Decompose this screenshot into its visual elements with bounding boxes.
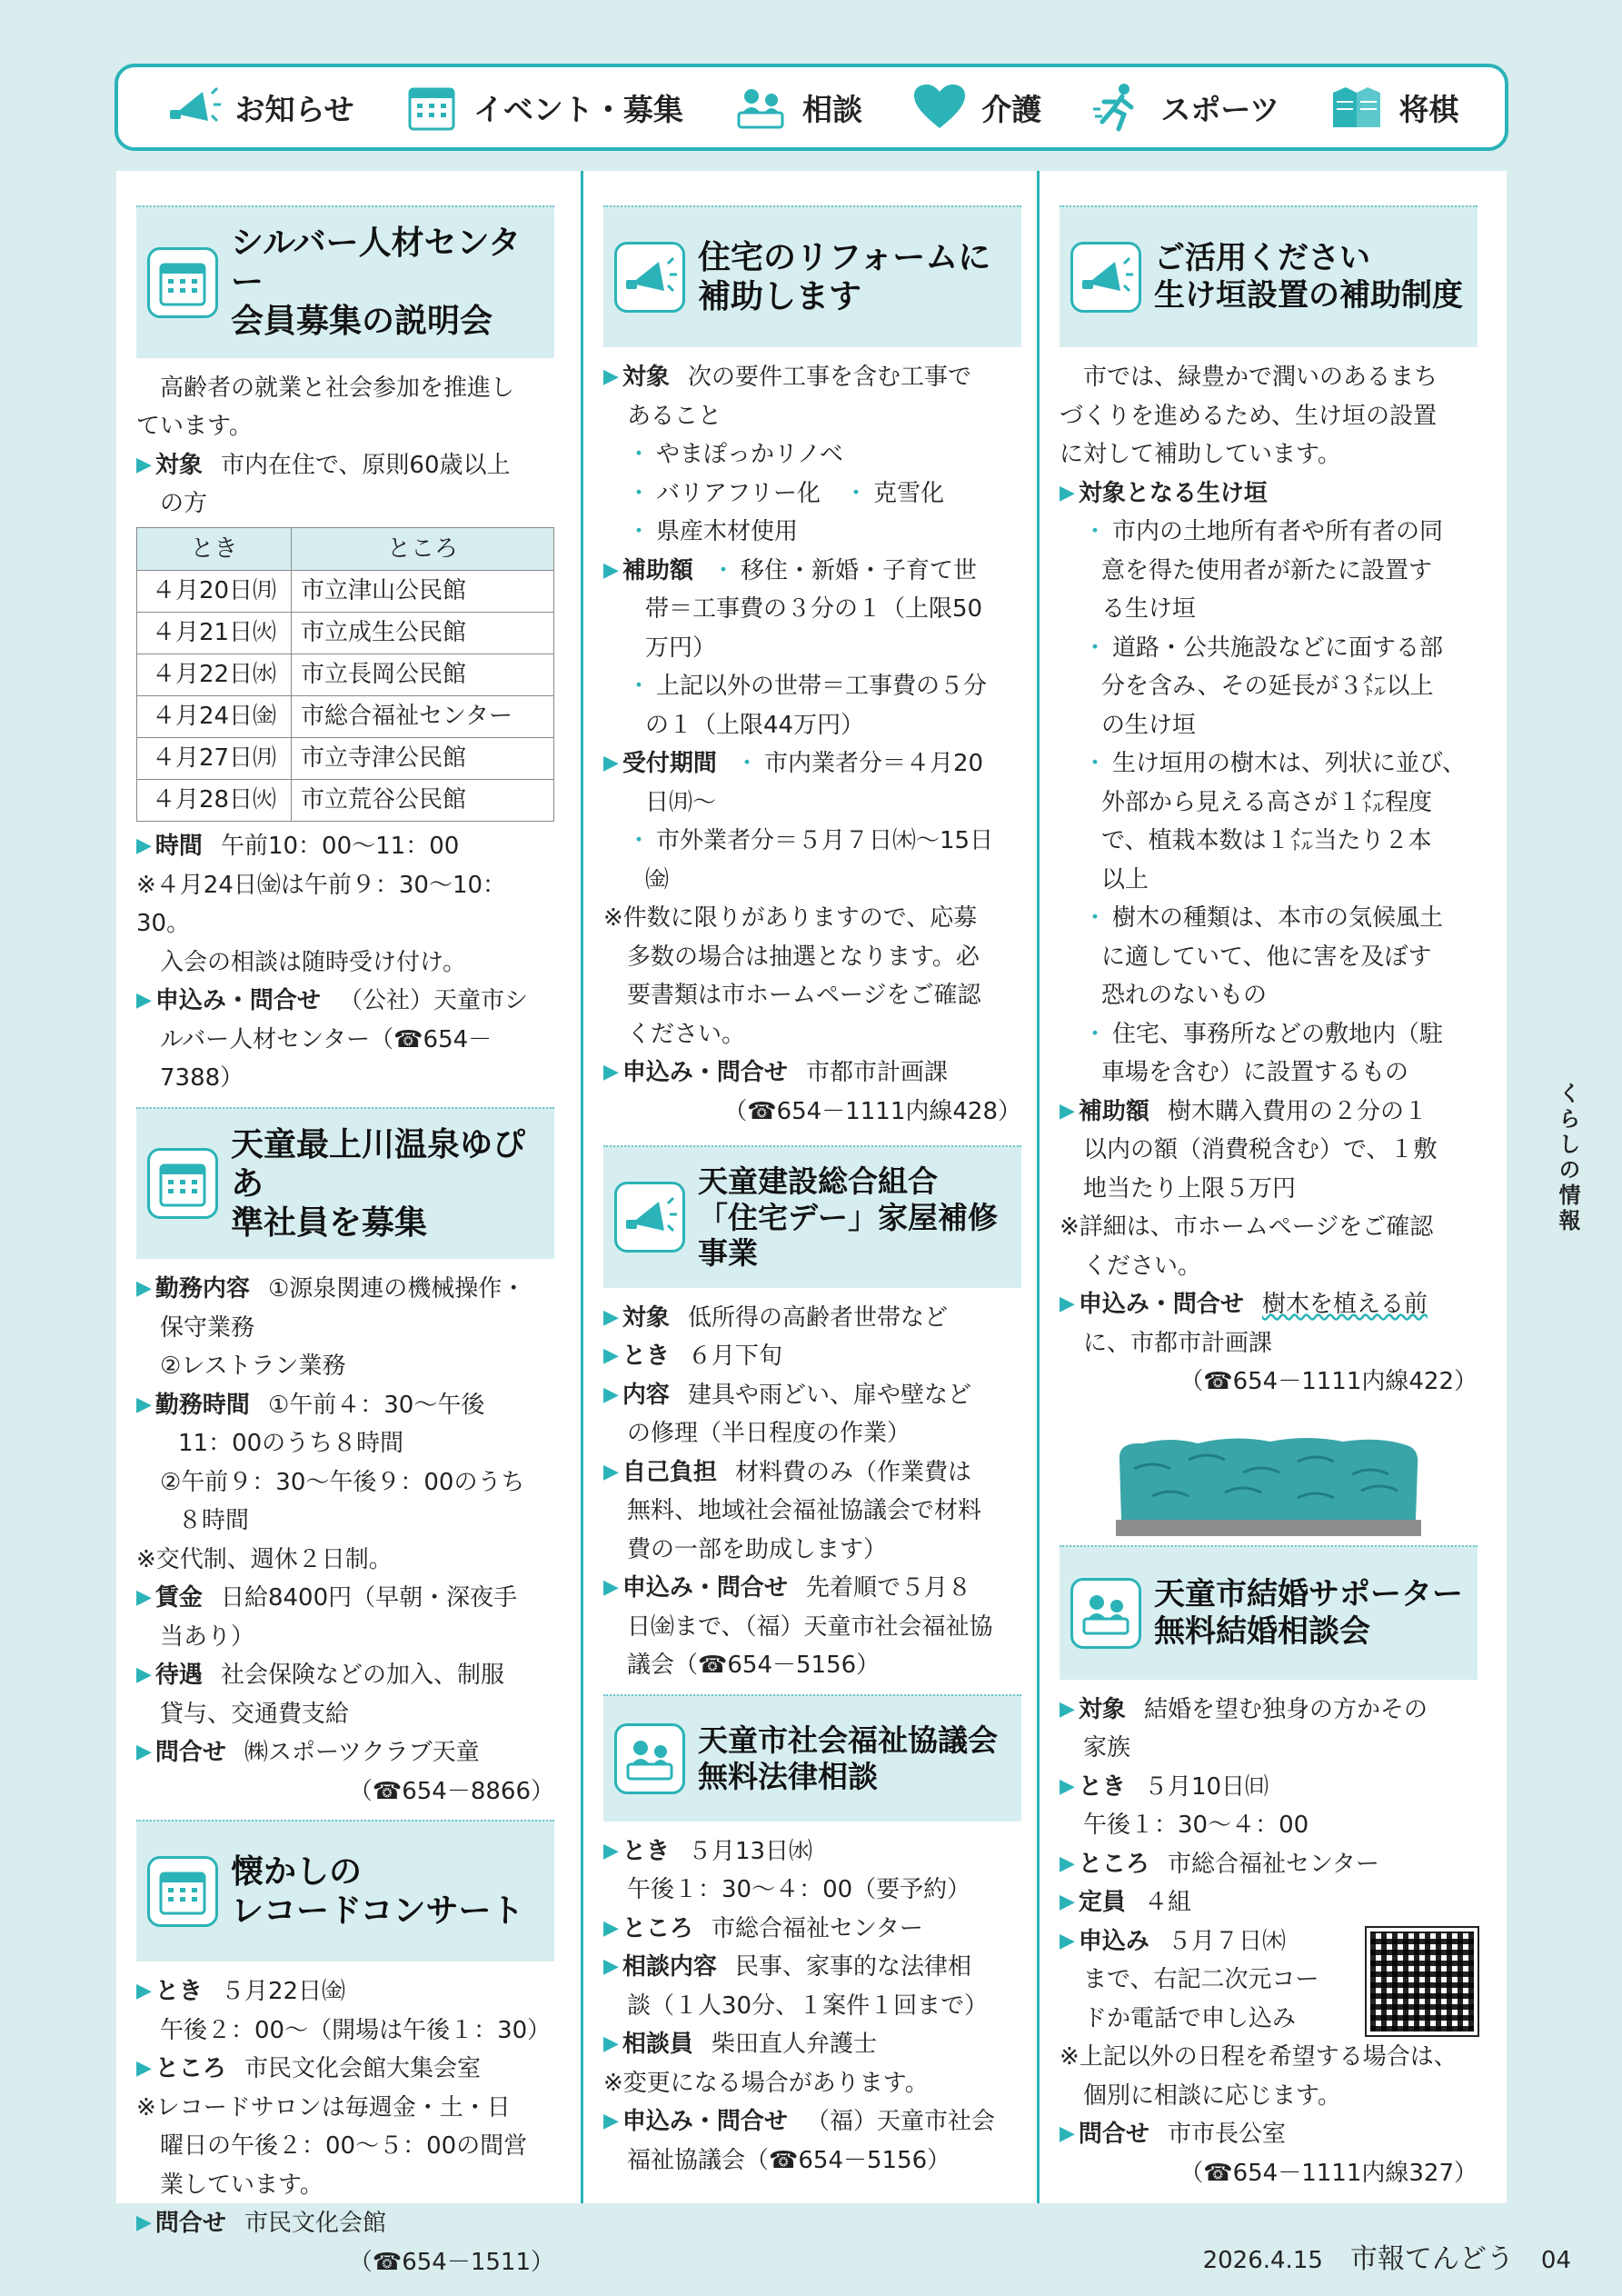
contact-row: ▶ 申込み・問合せ 市都市計画課 — [603, 1059, 948, 1086]
note: ※レコードサロンは毎週金・土・日 — [136, 2093, 511, 2121]
page-number: 04 — [1540, 2247, 1571, 2274]
phone-number: （☎654－1111内線422） — [1179, 1368, 1478, 1395]
contact-row: ▶ 問合せ 市民文化会館 — [136, 2210, 386, 2238]
contact-row: ▶ 申込み・問合せ （福）天童市社会 — [603, 2108, 995, 2136]
nav-consult[interactable]: 相談 — [731, 81, 862, 134]
shogi-icon — [1328, 81, 1386, 134]
nav-event[interactable]: イベント・募集 — [403, 81, 683, 134]
table-row: ４月24日㈮ 市総合福祉センター — [137, 696, 554, 738]
megaphone-icon — [164, 81, 223, 134]
note: ※上記以外の日程を希望する場合は、 — [1060, 2043, 1458, 2071]
contact-row: ▶ 申込み・問合せ 先着順で５月８ — [603, 1574, 971, 1602]
nav-shogi[interactable]: 将棋 — [1328, 81, 1458, 134]
megaphone-icon — [1070, 242, 1141, 313]
table-row: ４月28日㈫ 市立荒谷公民館 — [137, 780, 554, 822]
table-row: ４月20日㈪ 市立津山公民館 — [137, 571, 554, 613]
consultation-icon — [1070, 1578, 1141, 1649]
phone-number: （☎654－1111内線428） — [723, 1097, 1021, 1125]
article-title: 天童建設総合組合 「住宅デー」家屋補修事業 — [698, 1163, 998, 1272]
phone-number: （☎654－8866） — [348, 1777, 554, 1805]
page-footer — [1203, 2236, 1571, 2276]
table-row: ４月21日㈫ 市立成生公民館 — [137, 613, 554, 654]
intro-text: ています。 — [136, 413, 253, 441]
nav-care[interactable]: 介護 — [911, 81, 1041, 134]
table-row: ４月27日㈪ 市立寺津公民館 — [137, 738, 554, 780]
consultation-icon — [731, 81, 790, 134]
table-row: ４月22日㈬ 市立長岡公民館 — [137, 654, 554, 696]
contact-text: ルバー人材センター（☎654－7388） — [160, 1025, 493, 1093]
megaphone-icon — [614, 242, 685, 313]
marriage-consult-header — [1060, 1545, 1478, 1680]
article-title: 天童市社会福祉協議会 無料法律相談 — [698, 1722, 998, 1794]
reform-body: ▶ 対象 次の要件工事を含む工事で あること ・ やまぽっかリノベ ・ バリアフリー化 ・ 克雪化 ・ 県産木材使用 ▶ 補助額 ・ 移住・新婚・子育て世 帯＝工事費の３分の１（上限50 万円） ・ 上記以外の世帯＝工事費の５分 の１（上限44万円） ▶ 受付期間 ・ 市内業者分＝４月20 日㈪〜 ・ 市外業者分＝５月７日㈭〜15日 ㈮ ※件数に限りがありますので、応募 多数の場合は抽選となります。必 要書類は市ホームページをご確認 ください。 ▶ 申込み・問合せ 市都市計画課 （☎654－1111内線428） — [603, 347, 1021, 1131]
publication-name: 市報てんどう — [1349, 2243, 1514, 2275]
consultation-icon — [614, 1723, 685, 1794]
housing-day-header — [603, 1145, 1021, 1288]
column-2 — [583, 171, 1041, 2203]
record-concert-header — [136, 1820, 554, 1962]
article-title: 懐かしの レコードコンサート — [231, 1852, 524, 1931]
target-row: ▶ 対象 市内在住で、原則60歳以上 — [136, 446, 554, 485]
contact-row: ▶ 申込み・問合せ （公社）天童市シ — [136, 987, 528, 1015]
silver-center-header — [136, 205, 554, 358]
contact-row: ▶ 問合せ ㈱スポーツクラブ天童 — [136, 1739, 480, 1767]
note: ※詳細は、市ホームページをご確認 — [1060, 1213, 1434, 1241]
calendar-icon — [147, 247, 218, 318]
yupia-header — [136, 1107, 554, 1260]
record-concert-body: ▶ とき ５月22日㈮ 午後２：00〜（開場は午後１：30） ▶ ところ 市民文化会館大集会室 ※レコードサロンは毎週金・土・日 曜日の午後２：00〜５：00の間営 業しています。 ▶ 問合せ 市民文化会館 （☎654－1511） — [136, 1962, 554, 2281]
note: 入会の相談は随時受け付け。 — [160, 948, 466, 976]
phone-number: （☎654－1111内線327） — [1179, 2159, 1478, 2187]
reform-header — [603, 205, 1021, 347]
article-title: ご活用ください 生け垣設置の補助制度 — [1154, 240, 1463, 314]
article-title: 住宅のリフォームに 補助します — [698, 238, 991, 315]
marriage-consult-body: ▶ 対象 結婚を望む独身の方かその 家族 ▶ とき ５月10日㈰ 午後１：30〜４：00 ▶ ところ 市総合福祉センター ▶ 定員 ４組 ▶ 申込み ５月７日㈭ まで、右記二次元コー ドか電話で申し込み ※上記以外の日程を希望する場合は、 個別に相談に応じます。 ▶ 問合せ 市市長公室 （☎654－1111内線327） — [1060, 1680, 1478, 2193]
legal-consult-body: ▶ とき ５月13日㈬ 午後１：30〜４：00（要予約） ▶ ところ 市総合福祉センター ▶ 相談内容 民事、家事的な法律相 談（１人30分、１案件１回まで） ▶ 相談員 柴田直人弁護士 ※変更になる場合があります。 ▶ 申込み・問合せ （福）天童市社会 福祉協議会（☎654－5156） — [603, 1822, 1021, 2181]
nav-sports[interactable]: スポーツ — [1090, 81, 1279, 134]
table-header: とき — [137, 527, 292, 571]
category-nav — [114, 64, 1508, 151]
column-1 — [116, 171, 574, 2276]
issue-date: 2026.4.15 — [1202, 2247, 1323, 2274]
qr-code[interactable] — [1367, 1928, 1478, 2035]
nav-oshirase[interactable]: お知らせ — [164, 81, 354, 134]
runner-icon — [1090, 81, 1148, 134]
silver-center-body — [136, 358, 554, 1098]
hedge-body: 市では、緑豊かで潤いのあるまち づくりを進めるため、生け垣の設置 に対して補助しています。 ▶ 対象となる生け垣 ・ 市内の土地所有者や所有者の同 意を得た使用者が新たに設置す る生け垣 ・ 道路・公共施設などに面する部 分を含み、その延長が３㍍以上 の生け垣 ・ 生け垣用の樹木は、列状に並び、 外部から見える高さが１㍍程度 で、植栽本数は１㍍当たり２本 以上 ・ 樹木の種類は、本市の気候風土 に適していて、他に害を及ぼす 恐れのないもの ・ 住宅、事務所などの敷地内（駐 車場を含む）に設置するもの ▶ 補助額 樹木購入費用の２分の１ 以内の額（消費税含む）で、１敷 地当たり上限５万円 ※詳細は、市ホームページをご確認 ください。 ▶ 申込み・問合せ 樹木を植える前 に、市都市計画課 （☎654－1111内線422） — [1060, 347, 1478, 1536]
note: ※交代制、週休２日制。 — [136, 1545, 393, 1573]
target-text: の方 — [160, 490, 208, 518]
housing-day-body: ▶ 対象 低所得の高齢者世帯など ▶ とき ６月下旬 ▶ 内容 建具や雨どい、扉や壁など の修理（半日程度の作業） ▶ 自己負担 材料費のみ（作業費は 無料、地域社会福祉協議会で材料 費の一部を助成します） ▶ 申込み・問合せ 先着順で５月８ 日㈮まで、（福）天童市社会福祉協 議会（☎654－5156） — [603, 1288, 1021, 1685]
arrow-icon: ▶ — [136, 453, 152, 476]
note: ※４月24日㈮は午前９：30〜10：30。 — [136, 871, 507, 938]
calendar-icon — [147, 1148, 218, 1219]
legal-consult-header — [603, 1694, 1021, 1822]
hedge-illustration — [1116, 1433, 1421, 1536]
heart-icon — [911, 81, 969, 134]
megaphone-icon — [614, 1182, 685, 1253]
note: ※変更になる場合があります。 — [603, 2069, 929, 2097]
calendar-icon — [403, 81, 461, 134]
phone-number: （☎654－1511） — [348, 2248, 554, 2276]
schedule-table — [136, 527, 554, 823]
yupia-body: ▶ 勤務内容 ①源泉関連の機械操作・ 保守業務 ②レストラン業務 ▶ 勤務時間 ①午前４：30〜午後 11：00のうち８時間 ②午前９：30〜午後９：00のうち ８時間 ※交代制、週休２日制。 ▶ 賃金 日給8400円（早朝・深夜手 当あり） ▶ 待遇 社会保険などの加入、制服 貸与、交通費支給 ▶ 問合せ ㈱スポーツクラブ天童 （☎654－8866） — [136, 1259, 554, 1811]
contact-row: ▶ 問合せ 市市長公室 — [1060, 2121, 1286, 2148]
intro-text: 高齢者の就業と社会参加を推進し — [160, 374, 515, 402]
time-row: ▶ 時間 午前10：00〜11：00 — [136, 833, 460, 861]
calendar-icon — [147, 1856, 218, 1927]
article-title: シルバー人材センター 会員募集の説明会 — [231, 225, 522, 341]
note: ※件数に限りがありますので、応募 — [603, 904, 978, 932]
section-label: くらしの情報 — [1555, 1082, 1580, 1234]
contact-row: ▶ 申込み・問合せ 樹木を植える前 — [1060, 1291, 1428, 1318]
table-header: ところ — [292, 527, 554, 571]
column-3 — [1040, 171, 1498, 2203]
hedge-header — [1060, 205, 1478, 347]
article-title: 天童最上川温泉ゆぴあ 準社員を募集 — [231, 1125, 526, 1242]
article-title: 天童市結婚サポーター 無料結婚相談会 — [1154, 1575, 1463, 1650]
